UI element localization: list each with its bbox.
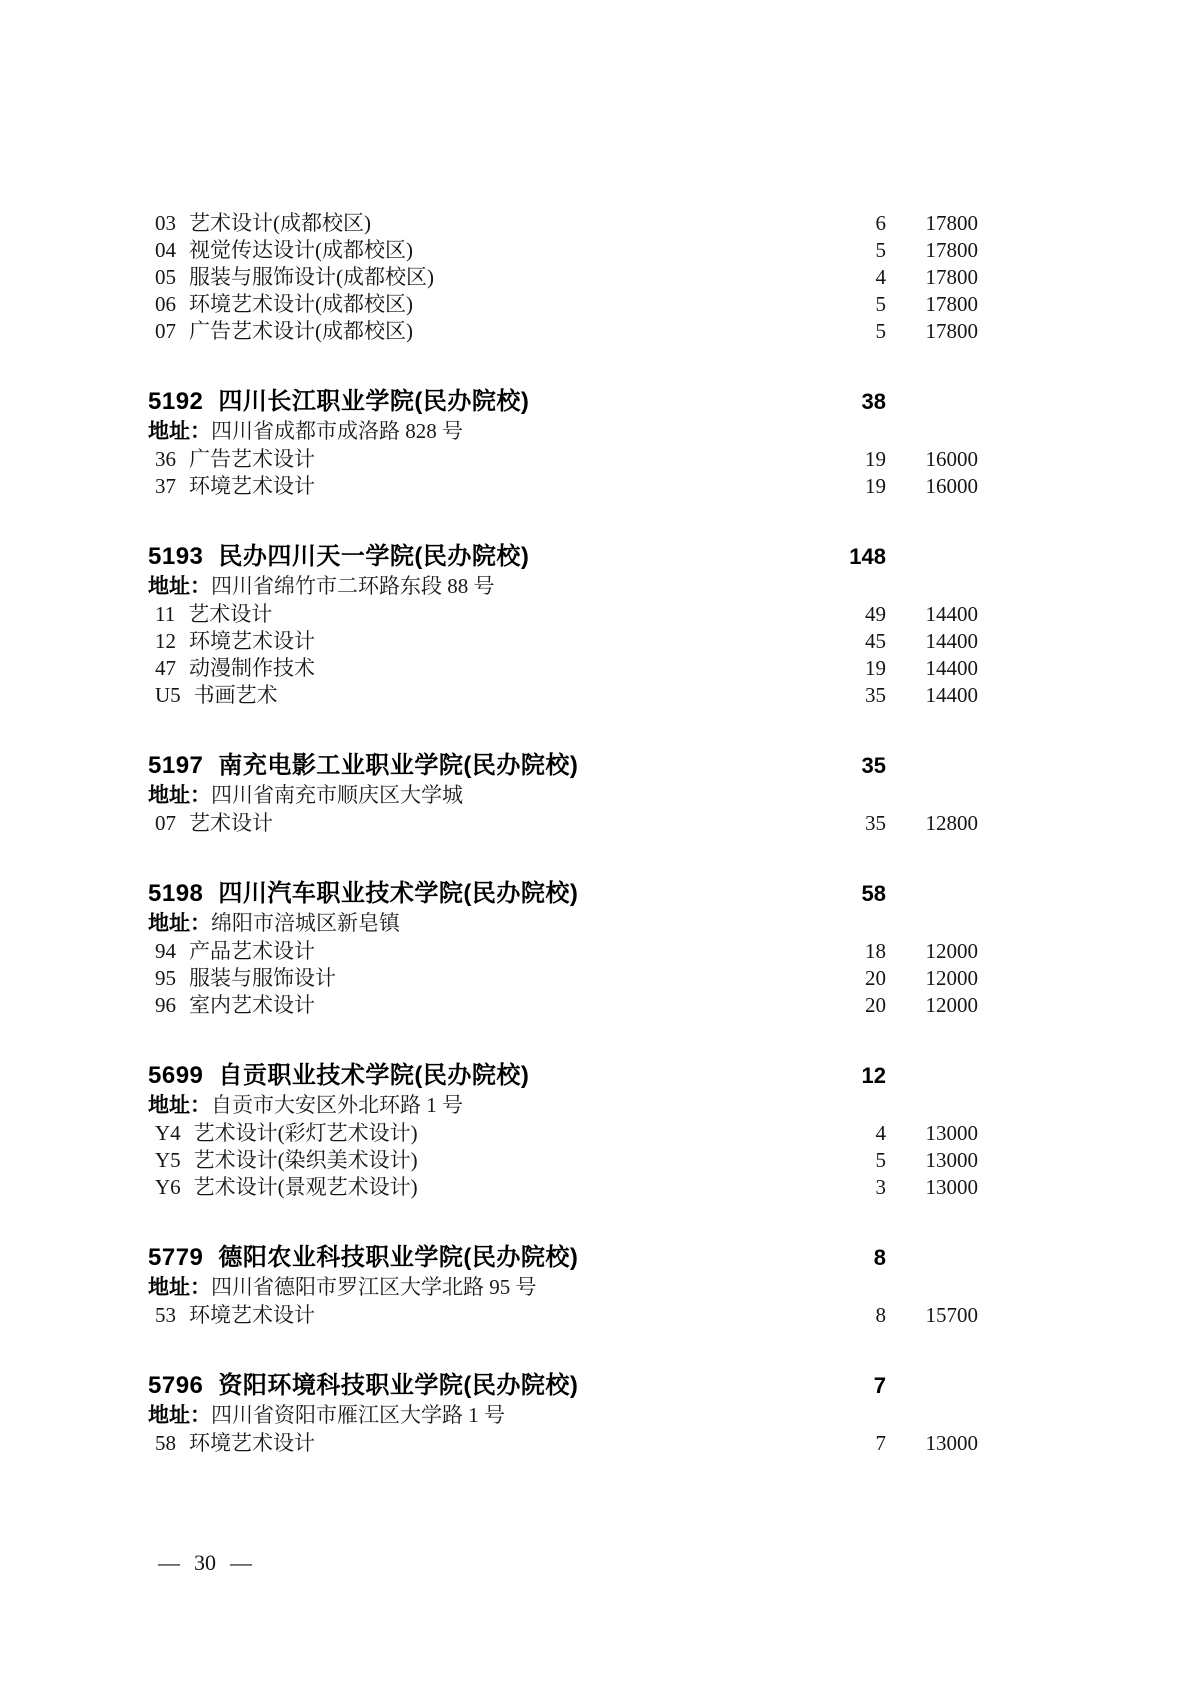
school-quota: 8: [873, 1245, 886, 1270]
school-header: [148, 387, 978, 417]
program-name: 艺术设计(成都校区): [189, 211, 371, 235]
program-code: 36: [155, 447, 176, 471]
program-name-cell: [155, 264, 822, 291]
program-code: 05: [155, 265, 176, 289]
school-tuition-empty: [886, 879, 978, 909]
program-row: [148, 264, 978, 291]
program-row: [148, 682, 978, 709]
school-title: [148, 542, 822, 572]
program-code: 95: [155, 966, 176, 990]
footer-dash-right: —: [230, 1550, 252, 1575]
school-section: [148, 1243, 978, 1329]
school-tuition-empty: [886, 1371, 978, 1401]
school-title: [148, 879, 822, 909]
program-name-cell: [155, 628, 822, 655]
program-tuition: 17800: [925, 292, 978, 316]
program-name-cell: [155, 210, 822, 237]
school-title: [148, 387, 822, 417]
program-name-cell: [155, 938, 822, 965]
program-row: [148, 318, 978, 345]
address-row: [148, 781, 978, 810]
school-header: [148, 542, 978, 572]
school-section: [148, 879, 978, 1019]
school-title: [148, 1061, 822, 1091]
school-code: 5699: [148, 1062, 204, 1089]
program-name: 环境艺术设计: [189, 1431, 315, 1455]
program-row: [148, 1147, 978, 1174]
program-name: 艺术设计: [188, 602, 273, 626]
school-header: [148, 1061, 978, 1091]
school-quota: 58: [861, 881, 886, 906]
program-name: 室内艺术设计: [189, 993, 315, 1017]
address-row: [148, 572, 978, 601]
admission-plan-content: [148, 210, 978, 1457]
address-value: 四川省成都市成洛路 828 号: [211, 419, 463, 443]
page-footer: [158, 1550, 252, 1576]
school-title: [148, 1243, 822, 1273]
program-code: Y4: [155, 1121, 181, 1145]
program-quota: 49: [865, 602, 886, 626]
program-code: 06: [155, 292, 176, 316]
program-tuition: 13000: [925, 1431, 978, 1455]
program-code: 03: [155, 211, 176, 235]
school-code: 5192: [148, 388, 204, 415]
program-name: 环境艺术设计: [189, 1303, 315, 1327]
school-tuition-empty: [886, 751, 978, 781]
program-quota: 20: [865, 993, 886, 1017]
program-name: 广告艺术设计: [189, 447, 315, 471]
program-tuition: 17800: [925, 211, 978, 235]
program-tuition: 12000: [925, 966, 978, 990]
school-code: 5779: [148, 1244, 204, 1271]
program-quota: 18: [865, 939, 886, 963]
program-code: 07: [155, 319, 176, 343]
address-label: 地址：: [148, 1276, 211, 1299]
program-tuition: 12800: [925, 811, 978, 835]
school-quota: 12: [861, 1063, 886, 1088]
program-row: [148, 1120, 978, 1147]
school-quota: 35: [861, 753, 886, 778]
program-code: 58: [155, 1431, 176, 1455]
program-quota: 5: [875, 238, 886, 262]
program-row: [148, 810, 978, 837]
program-tuition: 14400: [925, 629, 978, 653]
program-name: 环境艺术设计: [189, 474, 315, 498]
program-code: 96: [155, 993, 176, 1017]
program-name-cell: [155, 992, 822, 1019]
program-tuition: 16000: [925, 474, 978, 498]
program-name-cell: [155, 655, 822, 682]
address-label: 地址：: [148, 575, 211, 598]
school-name: 南充电影工业职业学院(民办院校): [218, 752, 579, 779]
program-name: 艺术设计(染织美术设计): [193, 1148, 418, 1172]
program-tuition: 12000: [925, 993, 978, 1017]
school-header: [148, 1371, 978, 1401]
program-name-cell: [155, 473, 822, 500]
program-row: [148, 628, 978, 655]
program-name: 环境艺术设计(成都校区): [189, 292, 413, 316]
school-tuition-empty: [886, 1061, 978, 1091]
program-tuition: 13000: [925, 1121, 978, 1145]
program-name: 广告艺术设计(成都校区): [189, 319, 413, 343]
program-tuition: 17800: [925, 319, 978, 343]
program-name: 艺术设计: [189, 811, 273, 835]
program-tuition: 13000: [925, 1175, 978, 1199]
address-label: 地址：: [148, 420, 211, 443]
program-code: 53: [155, 1303, 176, 1327]
program-row: [148, 938, 978, 965]
program-name-cell: [155, 291, 822, 318]
school-section: [148, 542, 978, 709]
school-header: [148, 751, 978, 781]
program-name-cell: [155, 1302, 822, 1329]
program-row: [148, 237, 978, 264]
program-quota: 45: [865, 629, 886, 653]
school-name: 德阳农业科技职业学院(民办院校): [218, 1244, 579, 1271]
program-code: 94: [155, 939, 176, 963]
program-name: 产品艺术设计: [189, 939, 315, 963]
address-row: [148, 417, 978, 446]
program-row: [148, 965, 978, 992]
school-header: [148, 879, 978, 909]
program-row: [148, 992, 978, 1019]
continued-program-list: [148, 210, 978, 345]
footer-dash-left: —: [158, 1550, 180, 1575]
program-tuition: 17800: [925, 238, 978, 262]
program-name: 服装与服饰设计(成都校区): [189, 265, 434, 289]
program-name: 艺术设计(景观艺术设计): [193, 1175, 418, 1199]
program-quota: 7: [875, 1431, 886, 1455]
school-title: [148, 1371, 822, 1401]
school-code: 5198: [148, 880, 204, 907]
program-quota: 35: [865, 683, 886, 707]
program-name-cell: [155, 237, 822, 264]
program-quota: 6: [875, 211, 886, 235]
address-value: 自贡市大安区外北环路 1 号: [211, 1093, 463, 1117]
program-code: 37: [155, 474, 176, 498]
program-name-cell: [155, 682, 822, 709]
address-label: 地址：: [148, 912, 211, 935]
program-row: [148, 210, 978, 237]
address-value: 四川省南充市顺庆区大学城: [211, 783, 463, 807]
program-name-cell: [155, 318, 822, 345]
program-quota: 19: [865, 447, 886, 471]
school-code: 5197: [148, 752, 204, 779]
address-value: 四川省德阳市罗江区大学北路 95 号: [211, 1275, 537, 1299]
address-value: 四川省资阳市雁江区大学路 1 号: [211, 1403, 505, 1427]
school-section: [148, 1371, 978, 1457]
program-code: 11: [155, 602, 176, 626]
address-label: 地址：: [148, 784, 211, 807]
page-number: 30: [194, 1550, 216, 1575]
school-header: [148, 1243, 978, 1273]
program-name-cell: [155, 810, 822, 837]
program-tuition: 14400: [925, 656, 978, 680]
program-row: [148, 446, 978, 473]
program-code: U5: [155, 683, 181, 707]
program-tuition: 12000: [925, 939, 978, 963]
program-name: 环境艺术设计: [189, 629, 315, 653]
program-quota: 8: [875, 1303, 886, 1327]
school-code: 5193: [148, 543, 204, 570]
program-quota: 5: [875, 1148, 886, 1172]
program-code: Y6: [155, 1175, 181, 1199]
program-quota: 5: [875, 292, 886, 316]
program-code: 04: [155, 238, 176, 262]
school-section: [148, 1061, 978, 1201]
program-row: [148, 291, 978, 318]
program-name-cell: [155, 1430, 822, 1457]
program-tuition: 16000: [925, 447, 978, 471]
program-name-cell: [155, 446, 822, 473]
address-value: 绵阳市涪城区新皂镇: [211, 911, 400, 935]
program-code: 12: [155, 629, 176, 653]
address-row: [148, 1273, 978, 1302]
program-tuition: 17800: [925, 265, 978, 289]
school-section-list: [148, 387, 978, 1457]
address-row: [148, 1091, 978, 1120]
program-name: 艺术设计(彩灯艺术设计): [193, 1121, 418, 1145]
program-name-cell: [155, 1174, 822, 1201]
program-quota: 4: [875, 265, 886, 289]
address-label: 地址：: [148, 1094, 211, 1117]
program-code: 07: [155, 811, 176, 835]
school-section: [148, 387, 978, 500]
school-section: [148, 751, 978, 837]
program-code: Y5: [155, 1148, 181, 1172]
program-code: 47: [155, 656, 176, 680]
program-name: 视觉传达设计(成都校区): [189, 238, 413, 262]
program-row: [148, 655, 978, 682]
school-tuition-empty: [886, 387, 978, 417]
program-quota: 3: [875, 1175, 886, 1199]
program-name-cell: [155, 1120, 822, 1147]
program-row: [148, 1430, 978, 1457]
program-name-cell: [155, 965, 822, 992]
program-row: [148, 601, 978, 628]
school-code: 5796: [148, 1372, 204, 1399]
program-row: [148, 1174, 978, 1201]
school-name: 民办四川天一学院(民办院校): [218, 543, 530, 570]
program-tuition: 13000: [925, 1148, 978, 1172]
program-row: [148, 473, 978, 500]
program-row: [148, 1302, 978, 1329]
program-name: 动漫制作技术: [189, 656, 315, 680]
program-quota: 5: [875, 319, 886, 343]
school-quota: 7: [873, 1373, 886, 1398]
program-quota: 20: [865, 966, 886, 990]
program-quota: 35: [865, 811, 886, 835]
address-value: 四川省绵竹市二环路东段 88 号: [211, 574, 495, 598]
school-name: 四川汽车职业技术学院(民办院校): [218, 880, 579, 907]
school-quota: 148: [849, 544, 886, 569]
program-quota: 19: [865, 474, 886, 498]
program-name: 服装与服饰设计: [189, 966, 336, 990]
school-name: 资阳环境科技职业学院(民办院校): [218, 1372, 579, 1399]
address-row: [148, 909, 978, 938]
program-name-cell: [155, 601, 822, 628]
program-tuition: 14400: [925, 602, 978, 626]
address-row: [148, 1401, 978, 1430]
school-name: 自贡职业技术学院(民办院校): [218, 1062, 530, 1089]
program-tuition: 15700: [925, 1303, 978, 1327]
school-title: [148, 751, 822, 781]
school-tuition-empty: [886, 1243, 978, 1273]
program-quota: 19: [865, 656, 886, 680]
program-name: 书画艺术: [193, 683, 278, 707]
program-name-cell: [155, 1147, 822, 1174]
program-tuition: 14400: [925, 683, 978, 707]
address-label: 地址：: [148, 1404, 211, 1427]
school-tuition-empty: [886, 542, 978, 572]
program-quota: 4: [875, 1121, 886, 1145]
school-name: 四川长江职业学院(民办院校): [218, 388, 530, 415]
school-quota: 38: [861, 389, 886, 414]
